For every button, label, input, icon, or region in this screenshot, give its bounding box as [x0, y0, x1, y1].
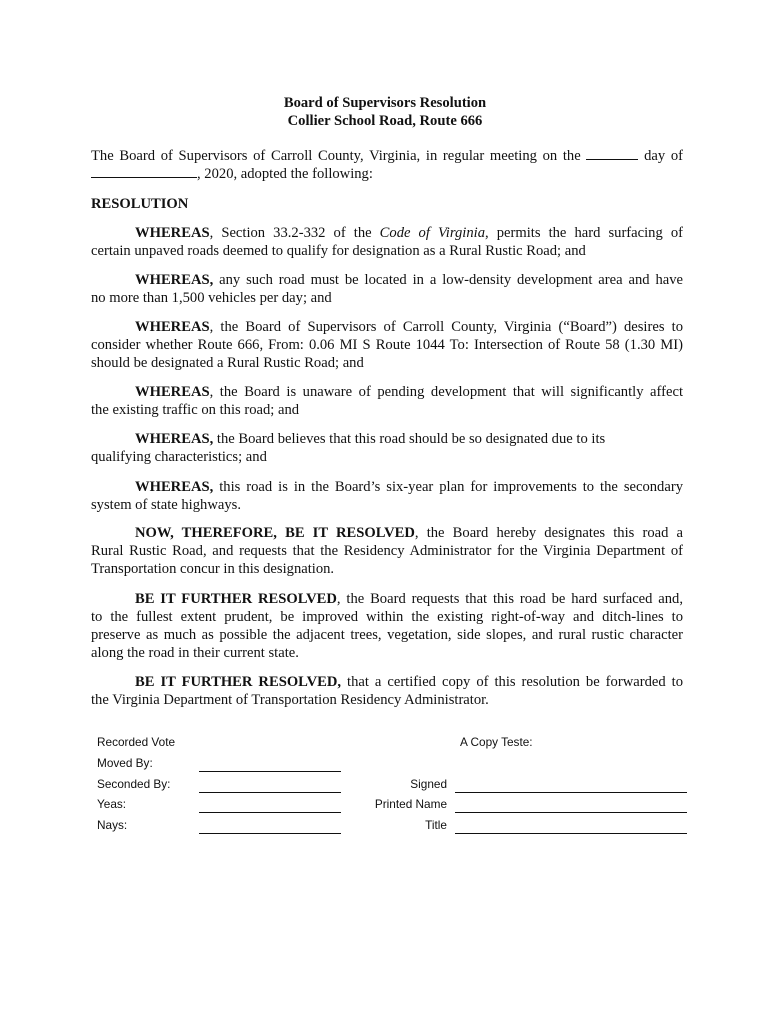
- signed-line[interactable]: [455, 792, 687, 793]
- p2-line-2: no more than 1,500 vehicles per day; and: [91, 290, 332, 306]
- intro-day-of: day of: [644, 148, 683, 164]
- resolution-heading: RESOLUTION: [91, 196, 189, 212]
- further-resolved-label: BE IT FURTHER RESOLVED: [135, 591, 337, 607]
- p5-line-1: [91, 430, 683, 448]
- p9-line-2: the Virginia Department of Transportation Residency Administrator.: [91, 692, 489, 708]
- yeas-line[interactable]: [199, 812, 341, 813]
- moved-by-label: Moved By:: [97, 756, 153, 770]
- p9-text: that a certified copy of this resolution be forwarded to: [341, 674, 683, 690]
- p3-line-2: consider whether Route 666, From: 0.06 MI S Route 1044 To: Intersection of Route 58 (1.30 MI): [91, 337, 683, 353]
- day-blank: [586, 147, 638, 160]
- p7-line-3: Transportation concur in this designation.: [91, 561, 335, 577]
- nays-line[interactable]: [199, 833, 341, 834]
- seconded-by-label: Seconded By:: [97, 777, 171, 791]
- yeas-label: Yeas:: [97, 797, 127, 811]
- p6-text: this road is in the Board’s six-year plan for improvements to the secondary: [213, 479, 683, 495]
- nays-label: Nays:: [97, 818, 128, 832]
- p5-text: the Board believes that this road should be so designated due to its: [213, 431, 606, 447]
- printed-name-line[interactable]: [455, 812, 687, 813]
- resolved-label: NOW, THEREFORE, BE IT RESOLVED: [135, 525, 415, 541]
- printed-name-label: Printed Name: [374, 797, 447, 811]
- intro-line-2: [91, 165, 683, 183]
- whereas-label: WHEREAS: [135, 319, 210, 335]
- p4-line-1: [91, 383, 683, 401]
- seconded-by-line[interactable]: [199, 792, 341, 793]
- signed-label: Signed: [410, 777, 447, 791]
- further-resolved-label: BE IT FURTHER RESOLVED,: [135, 674, 342, 690]
- p4-text: , the Board is unaware of pending development that will significantly affect: [209, 384, 683, 400]
- p1-text-b: , permits the hard surfacing of: [485, 225, 683, 241]
- p8-line-2: to the fullest extent prudent, be improved within the existing right-of-way and ditch-lines to: [91, 609, 683, 625]
- p3-text: , the Board of Supervisors of Carroll County, Virginia (“Board”) desires to: [209, 319, 683, 335]
- title-label: Title: [425, 818, 447, 832]
- p6-line-1: [91, 478, 683, 496]
- intro-text: The Board of Supervisors of Carroll County, Virginia, in regular meeting on the: [91, 148, 581, 164]
- p9-line-1: [91, 673, 683, 691]
- p6-line-2: system of state highways.: [91, 497, 241, 513]
- p2-line-1: [91, 271, 683, 289]
- document-subtitle: Collier School Road, Route 666: [287, 113, 483, 129]
- p7-line-2: Rural Rustic Road, and requests that the Residency Administrator for the Virginia Department of: [91, 543, 683, 559]
- p3-line-1: [91, 318, 683, 336]
- p1-line-1: [91, 224, 683, 242]
- p3-line-3: should be designated a Rural Rustic Road; and: [91, 355, 364, 371]
- document-title: Board of Supervisors Resolution: [283, 95, 487, 111]
- p5-line-2: qualifying characteristics; and: [91, 449, 267, 465]
- p8-line-1: [91, 590, 683, 608]
- intro-date-text: , 2020, adopted the following:: [197, 166, 373, 182]
- p8-line-4: along the road in their current state.: [91, 645, 299, 661]
- p8-line-3: preserve as much as possible the adjacent trees, vegetation, side slopes, and rural rustic character: [91, 627, 683, 643]
- month-blank: [91, 165, 197, 178]
- p1-text-a: , Section 33.2-332 of the: [209, 225, 380, 241]
- p2-text: any such road must be located in a low-density development area and have: [213, 272, 683, 288]
- recorded-vote-label: Recorded Vote: [97, 735, 176, 749]
- p1-line-2: certain unpaved roads deemed to qualify for designation as a Rural Rustic Road; and: [91, 243, 586, 259]
- whereas-label: WHEREAS,: [135, 272, 214, 288]
- moved-by-line[interactable]: [199, 771, 341, 772]
- intro-line-1: [91, 147, 683, 165]
- p7-line-1: [91, 524, 683, 542]
- p8-text: , the Board requests that this road be hard surfaced and,: [336, 591, 683, 607]
- copy-teste-label: A Copy Teste:: [460, 735, 533, 749]
- whereas-label: WHEREAS,: [135, 479, 214, 495]
- whereas-label: WHEREAS: [135, 384, 210, 400]
- whereas-label: WHEREAS: [135, 225, 210, 241]
- code-of-virginia: Code of Virginia: [379, 225, 485, 241]
- p4-line-2: the existing traffic on this road; and: [91, 402, 300, 418]
- p7-text: , the Board hereby designates this road a: [414, 525, 684, 541]
- whereas-label: WHEREAS,: [135, 431, 214, 447]
- title-line[interactable]: [455, 833, 687, 834]
